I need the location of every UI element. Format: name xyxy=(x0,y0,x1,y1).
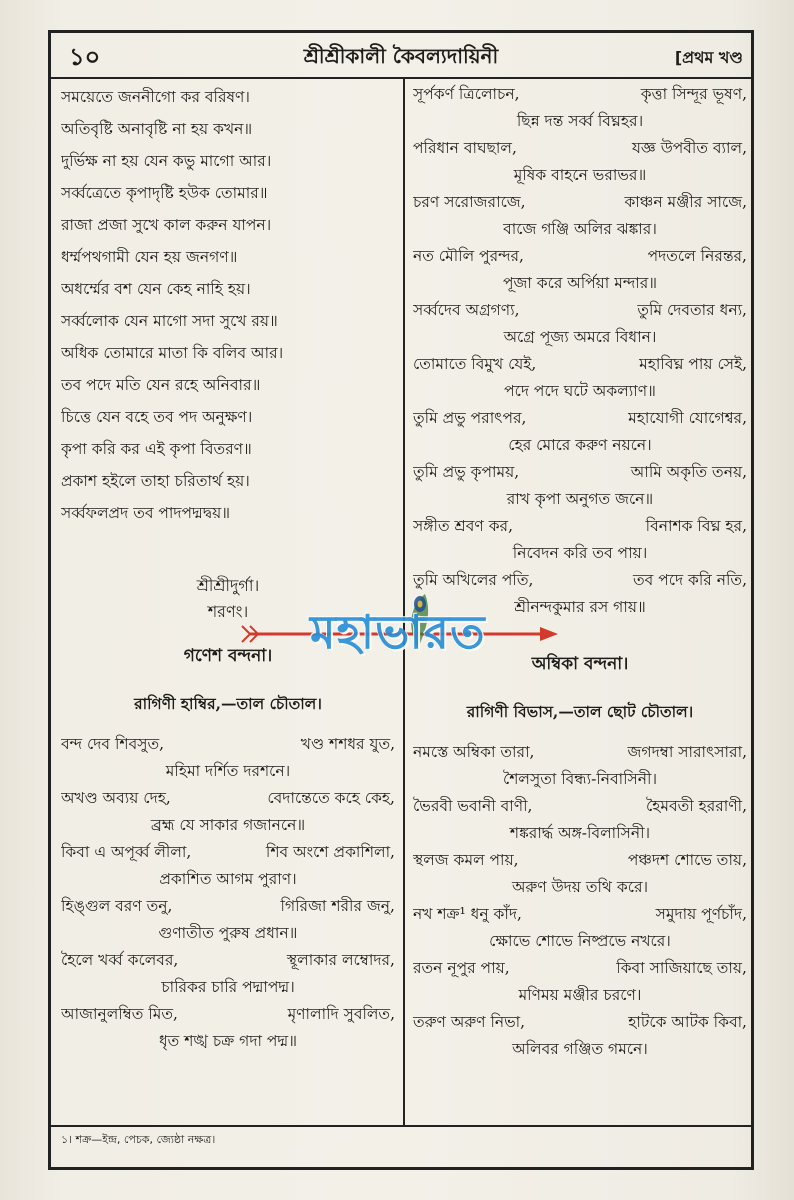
page-title: শ্রীশ্রীকালী কৈবল্যদায়িনী xyxy=(303,44,499,68)
half-line: শিব অংশে প্রকাশিলা, xyxy=(265,843,395,861)
stanza-line xyxy=(413,459,747,486)
verse-line: সময়েতে জননীগো কর বরিষণ। xyxy=(61,88,250,106)
half-line: তরুণ অরুণ নিভা, xyxy=(413,1013,526,1031)
half-line: স্থলজ কমল পায়, xyxy=(413,851,519,869)
stanza-line xyxy=(413,793,747,820)
invocation-line: শ্রীশ্রীদুর্গা। xyxy=(196,576,260,595)
half-line: বন্দ দেব শিবসুত, xyxy=(61,735,165,753)
raga-tala: রাগিণী বিভাস,—তাল ছোট চৌতাল। xyxy=(466,702,694,721)
verse-line: সর্ব্বফলপ্রদ তব পাদপদ্মদ্বয়॥ xyxy=(61,504,230,522)
half-line: আমি অকৃতি তনয়, xyxy=(630,463,747,481)
half-line: সমুদায় পূর্ণচাঁদ, xyxy=(655,905,747,923)
refrain-line: মহিমা দর্শিত দরশনে। xyxy=(165,762,291,780)
refrain-line: শৈলসুতা বিন্ধ্য-নিবাসিনী। xyxy=(502,770,658,788)
half-line: বেদান্তেতে কহে কেহ, xyxy=(267,789,395,807)
stanza-line xyxy=(413,955,747,982)
section-label: [প্রথম খণ্ড xyxy=(674,48,743,67)
song-heading: গণেশ বন্দনা। xyxy=(183,646,273,666)
half-line: পরিধান বাঘছাল, xyxy=(413,139,517,157)
stanza-line xyxy=(61,731,395,758)
stanza-line xyxy=(413,513,747,540)
refrain-line: ব্রহ্ম যে সাকার গজাননে॥ xyxy=(150,816,306,834)
half-line: তুমি প্রভু কৃপাময়, xyxy=(413,463,520,481)
half-line: পদতলে নিরন্তর, xyxy=(647,247,747,265)
stanza-line xyxy=(61,839,395,866)
refrain-line: পদে পদে ঘটে অকল্যাণ॥ xyxy=(504,382,656,400)
refrain-line: ছিন্ন দন্ত সর্ব্ব বিঘ্নহর। xyxy=(516,112,644,130)
verse-line: ধর্ম্মপথগামী যেন হয় জনগণ॥ xyxy=(61,248,238,266)
stanza-line xyxy=(413,351,747,378)
song-heading: অম্বিকা বন্দনা। xyxy=(531,654,629,674)
half-line: মহাযোগী যোগেশ্বর, xyxy=(628,409,747,427)
stanza-line xyxy=(413,297,747,324)
half-line: রতন নূপুর পায়, xyxy=(413,959,510,977)
half-line: তোমাতে বিমুখ যেই, xyxy=(413,355,537,373)
half-line: সূর্পকর্ণ ত্রিলোচন, xyxy=(413,85,520,103)
half-line: কৃত্তা সিন্দূর ভূষণ, xyxy=(640,85,747,103)
refrain-line: অগ্রে পূজ্য অমরে বিধান। xyxy=(503,328,657,346)
stanza-line xyxy=(413,1009,747,1036)
refrain-line: বাজে গঞ্জি অলির ঝঙ্কার। xyxy=(503,220,657,238)
half-line: সঙ্গীত শ্রবণ কর, xyxy=(413,517,514,535)
half-line: মহাবিঘ্ন পায় সেই, xyxy=(639,355,747,373)
half-line: হৈমবতী হররাণী, xyxy=(645,797,747,815)
half-line: পঞ্চদশ শোভে তায়, xyxy=(627,851,747,869)
refrain-line: পূজা করে অর্পিয়া মন্দার॥ xyxy=(502,274,658,292)
refrain-line: নিবেদন করি তব পায়। xyxy=(512,544,648,562)
verse-line: দুর্ভিক্ষ না হয় যেন কভু মাগো আর। xyxy=(61,152,272,170)
half-line: ভৈরবী ভবানী বাণী, xyxy=(413,797,533,815)
refrain-line: মণিময় মঞ্জীর চরণে। xyxy=(518,986,642,1004)
half-line: গিরিজা শরীর জনু, xyxy=(280,897,395,915)
refrain-line: প্রকাশিত আগম পুরাণ। xyxy=(159,870,297,888)
verse-line: অধর্ম্মের বশ যেন কেহ নাহি হয়। xyxy=(61,280,251,298)
stanza-line xyxy=(413,739,747,766)
half-line: নমস্তে অম্বিকা তারা, xyxy=(413,743,535,761)
stanza-line xyxy=(413,901,747,928)
verse-line: রাজা প্রজা সুখে কাল করুন যাপন। xyxy=(61,216,272,234)
half-line: কাঞ্চন মঞ্জীর সাজে, xyxy=(624,193,747,211)
page-header xyxy=(51,33,751,79)
stanza-line xyxy=(61,785,395,812)
footnote: ১। শক্র—ইন্দ্র, পেচক, জ্যেষ্ঠা নক্ষত্র। xyxy=(61,1133,216,1146)
verse-line: সর্ব্বলোক যেন মাগো সদা সুখে রয়॥ xyxy=(61,312,278,330)
stanza-line xyxy=(413,189,747,216)
watermark-logo xyxy=(240,590,560,670)
page-number: ১০ xyxy=(69,43,101,71)
prayer-verses xyxy=(61,81,395,529)
stanza-line xyxy=(61,947,395,974)
song-stanzas xyxy=(413,739,747,1063)
verse-line: কৃপা করি কর এই কৃপা বিতরণ॥ xyxy=(61,440,252,458)
refrain-line: গুণাতীত পুরুষ প্রধান॥ xyxy=(158,924,298,942)
refrain-line: ধৃত শঙ্খ চক্র গদা পদ্ম॥ xyxy=(158,1032,297,1050)
half-line: নখ শক্র¹ ধনু কাঁদ, xyxy=(413,905,522,923)
half-line: জগদম্বা সারাৎসারা, xyxy=(627,743,747,761)
invocation-line: শরণং। xyxy=(207,602,249,621)
raga-tala: রাগিণী হাম্বির,—তাল চৌতাল। xyxy=(134,694,322,713)
song-stanzas xyxy=(61,731,395,1055)
half-line: তুমি প্রভু পরাৎপর, xyxy=(413,409,527,427)
refrain-line: শঙ্করার্দ্ধ অঙ্গ-বিলাসিনী। xyxy=(509,824,651,842)
half-line: খণ্ড শশধর যুত, xyxy=(300,735,395,753)
half-line: চরণ সরোজরাজে, xyxy=(413,193,526,211)
half-line: তব পদে করি নতি, xyxy=(633,571,747,589)
stanza-line xyxy=(413,405,747,432)
refrain-line: হের মোরে করুণ নয়নে। xyxy=(508,436,652,454)
verse-line: সর্ব্বত্রেতে কৃপাদৃষ্টি হউক তোমার॥ xyxy=(61,184,268,202)
half-line: তুমি দেবতার ধন্য, xyxy=(637,301,747,319)
stanza-line xyxy=(413,847,747,874)
verse-line: অতিবৃষ্টি অনাবৃষ্টি না হয় কখন॥ xyxy=(61,120,253,138)
verse-line: চিত্তে যেন বহে তব পদ অনুক্ষণ। xyxy=(61,408,253,426)
half-line: যজ্ঞ উপবীত ব্যাল, xyxy=(632,139,747,157)
half-line: কিবা এ অপূর্ব্ব লীলা, xyxy=(61,843,192,861)
refrain-line: অরুণ উদয় তথি করে। xyxy=(511,878,649,896)
refrain-line: মূষিক বাহনে ভরাভর॥ xyxy=(513,166,647,184)
stanza-line xyxy=(413,135,747,162)
half-line: হিঙ্গুল বরণ তনু, xyxy=(61,897,173,915)
stanza-line xyxy=(61,893,395,920)
refrain-line: শ্রীনন্দকুমার রস গায়॥ xyxy=(514,598,646,616)
verse-line: অধিক তোমারে মাতা কি বলিব আর। xyxy=(61,344,284,362)
half-line: হাটকে আটক কিবা, xyxy=(628,1013,747,1031)
half-line: সর্ব্বদেব অগ্রগণ্য, xyxy=(413,301,520,319)
stanza-line xyxy=(61,1001,395,1028)
half-line: স্থূলাকার লম্বোদর, xyxy=(286,951,395,969)
half-line: মৃণালাদি সুবলিত, xyxy=(287,1005,395,1023)
footnote-divider xyxy=(51,1125,751,1127)
verse-line: প্রকাশ হইলে তাহা চরিতার্থ হয়। xyxy=(61,472,250,490)
half-line: বিনাশক বিঘ্ন হর, xyxy=(645,517,747,535)
half-line: হৈলে খর্ব্ব কলেবর, xyxy=(61,951,179,969)
stanza-line xyxy=(413,81,747,108)
half-line: অখণ্ড অব্যয় দেহ, xyxy=(61,789,171,807)
song-stanzas xyxy=(413,81,747,621)
watermark-text: মহাভারত xyxy=(310,605,486,659)
stanza-line xyxy=(413,243,747,270)
refrain-line: রাখ কৃপা অনুগত জনে॥ xyxy=(506,490,654,508)
verse-line: তব পদে মতি যেন রহে অনিবার॥ xyxy=(61,376,261,394)
refrain-line: ক্ষোভে শোভে নিষ্প্রভে নখরে। xyxy=(489,932,671,950)
refrain-line: অলিবর গঞ্জিত গমনে। xyxy=(512,1040,648,1058)
half-line: আজানুলম্বিত মিত, xyxy=(61,1005,178,1023)
half-line: নত মৌলি পুরন্দর, xyxy=(413,247,524,265)
half-line: কিবা সাজিয়াছে তায়, xyxy=(616,959,747,977)
half-line: তুমি অখিলের পতি, xyxy=(413,571,534,589)
refrain-line: চারিকর চারি পদ্মাপদ্ম। xyxy=(161,978,295,996)
